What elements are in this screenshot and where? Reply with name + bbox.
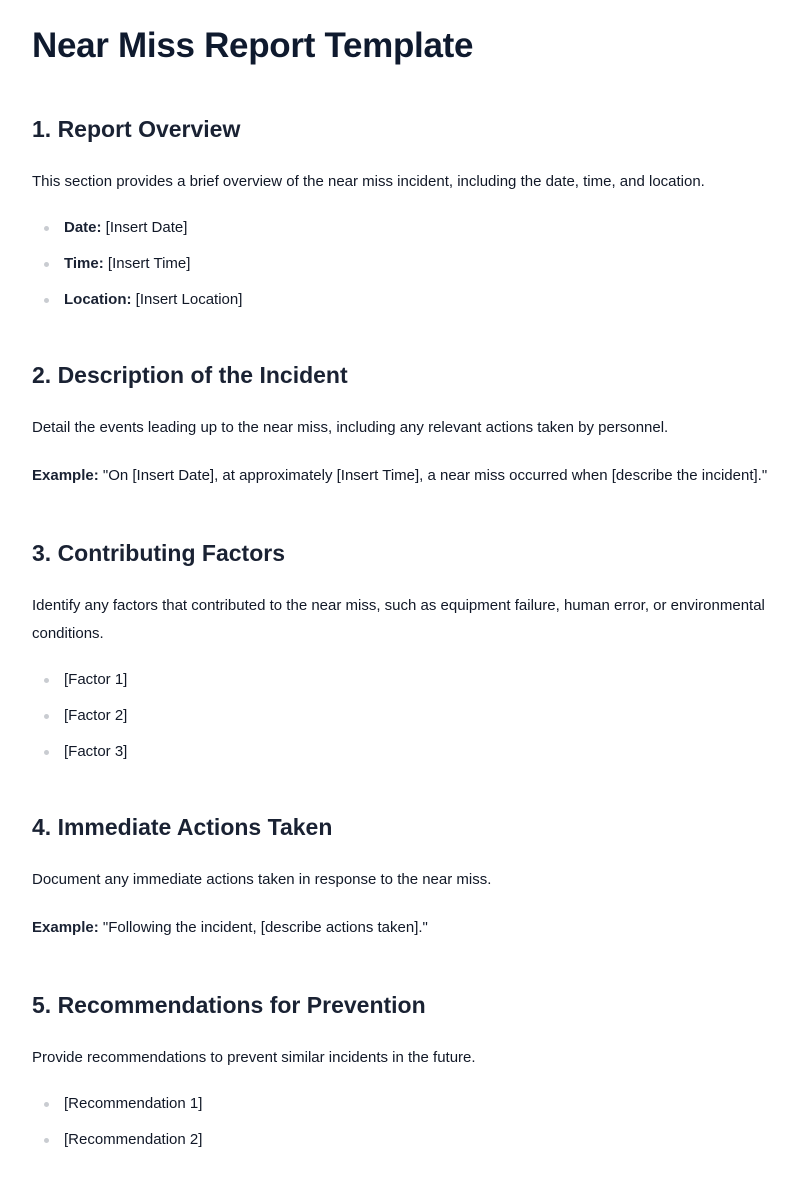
- section-heading: 1. Report Overview: [32, 116, 241, 142]
- section-heading: 2. Description of the Incident: [32, 362, 348, 388]
- example-paragraph: [32, 462, 768, 490]
- list-item-date: [32, 216, 768, 240]
- section-intro: Provide recommendations to prevent similar incidents in the future.: [32, 1049, 476, 1066]
- list-item: [32, 1092, 768, 1116]
- section-intro: Identify any factors that contributed to the near miss, such as equipment failure, human error, or environmental conditions.: [32, 597, 765, 642]
- example-paragraph: [32, 914, 768, 942]
- section-immediate-actions: [32, 812, 768, 942]
- item-text: [Factor 2]: [64, 707, 128, 724]
- list-item: [32, 740, 768, 764]
- example-text: "Following the incident, [describe actions taken].": [98, 919, 428, 936]
- section-intro: This section provides a brief overview of the near miss incident, including the date, time, and location.: [32, 173, 705, 190]
- item-value: [Insert Date]: [101, 219, 188, 236]
- page-title: Near Miss Report Template: [32, 26, 474, 65]
- item-text: [Recommendation 1]: [64, 1095, 203, 1112]
- bullet-icon: [44, 1138, 49, 1143]
- bullet-icon: [44, 226, 49, 231]
- overview-list: [32, 216, 768, 312]
- item-text: [Recommendation 2]: [64, 1131, 203, 1148]
- list-item-location: [32, 288, 768, 312]
- bullet-icon: [44, 750, 49, 755]
- section-recommendations: [32, 990, 768, 1152]
- item-label: Location:: [64, 291, 132, 308]
- section-report-overview: [32, 114, 768, 312]
- section-heading: 3. Contributing Factors: [32, 540, 285, 566]
- example-label: Example:: [32, 919, 99, 936]
- example-text: "On [Insert Date], at approximately [Insert Time], a near miss occurred when [describe the incident].": [98, 467, 768, 484]
- section-intro: Document any immediate actions taken in response to the near miss.: [32, 871, 492, 888]
- item-text: [Factor 1]: [64, 671, 128, 688]
- factors-list: [32, 668, 768, 764]
- bullet-icon: [44, 678, 49, 683]
- section-heading: 5. Recommendations for Prevention: [32, 992, 426, 1018]
- section-heading: 4. Immediate Actions Taken: [32, 814, 333, 840]
- section-description: [32, 360, 768, 490]
- section-contributing-factors: [32, 538, 768, 764]
- item-label: Date:: [64, 219, 102, 236]
- item-value: [Insert Location]: [131, 291, 243, 308]
- item-text: [Factor 3]: [64, 743, 128, 760]
- list-item: [32, 1128, 768, 1152]
- list-item: [32, 668, 768, 692]
- bullet-icon: [44, 714, 49, 719]
- recommendations-list: [32, 1092, 768, 1152]
- section-intro: Detail the events leading up to the near miss, including any relevant actions taken by personnel.: [32, 419, 669, 436]
- list-item-time: [32, 252, 768, 276]
- bullet-icon: [44, 298, 49, 303]
- example-label: Example:: [32, 467, 99, 484]
- bullet-icon: [44, 262, 49, 267]
- list-item: [32, 704, 768, 728]
- bullet-icon: [44, 1102, 49, 1107]
- item-label: Time:: [64, 255, 104, 272]
- item-value: [Insert Time]: [103, 255, 191, 272]
